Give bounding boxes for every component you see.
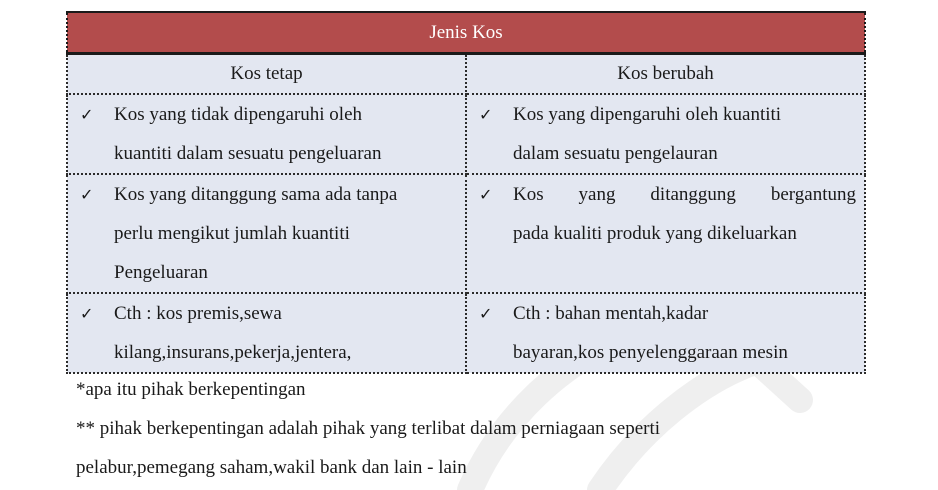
note-answer-line: ** pihak berkepentingan adalah pihak yang terlibat dalam perniagaan seperti bbox=[76, 418, 661, 439]
cell-text-line: bayaran,kos penyelenggaraan mesin bbox=[513, 342, 788, 363]
checkmark-icon: ✓ bbox=[479, 185, 493, 204]
jenis-kos-table bbox=[66, 11, 866, 374]
cell-text-line: dalam sesuatu pengelauran bbox=[513, 143, 718, 164]
note-answer-line: pelabur,pemegang saham,wakil bank dan lain - lain bbox=[76, 457, 467, 478]
table-cell bbox=[466, 174, 865, 293]
table-row bbox=[67, 94, 865, 174]
cell-text-line: kuantiti dalam sesuatu pengeluaran bbox=[114, 143, 382, 164]
table-title: Jenis Kos bbox=[67, 12, 865, 54]
checkmark-icon: ✓ bbox=[479, 304, 493, 323]
cell-text-line: pada kualiti produk yang dikeluarkan bbox=[513, 223, 797, 244]
checkmark-icon: ✓ bbox=[479, 105, 493, 124]
checkmark-icon: ✓ bbox=[80, 304, 94, 323]
note-question: *apa itu pihak berkepentingan bbox=[76, 379, 306, 400]
cell-text-line: Kos yang ditanggung sama ada tanpa bbox=[114, 184, 398, 205]
cell-text-line: Cth : bahan mentah,kadar bbox=[513, 303, 709, 324]
table-row bbox=[67, 293, 865, 373]
cell-text-line: Kos yang tidak dipengaruhi oleh bbox=[114, 104, 363, 125]
cell-text-line: Pengeluaran bbox=[114, 262, 208, 283]
table-cell bbox=[466, 94, 865, 174]
header-kos-tetap: Kos tetap bbox=[67, 54, 466, 95]
header-kos-berubah: Kos berubah bbox=[466, 54, 865, 95]
checkmark-icon: ✓ bbox=[80, 105, 94, 124]
cell-text-line: perlu mengikut jumlah kuantiti bbox=[114, 223, 350, 244]
cell-text-line: Cth : kos premis,sewa bbox=[114, 303, 282, 324]
table-row bbox=[67, 174, 865, 293]
table-cell bbox=[67, 174, 466, 293]
table-cell bbox=[67, 293, 466, 373]
cell-text-line: Kos yang dipengaruhi oleh kuantiti bbox=[513, 104, 782, 125]
table-cell bbox=[466, 293, 865, 373]
table-cell bbox=[67, 94, 466, 174]
cell-text-line: kilang,insurans,pekerja,jentera, bbox=[114, 342, 352, 363]
checkmark-icon: ✓ bbox=[80, 185, 94, 204]
notes-section bbox=[76, 370, 660, 487]
cell-text-line: Kos yang ditanggung bergantung bbox=[513, 184, 856, 205]
